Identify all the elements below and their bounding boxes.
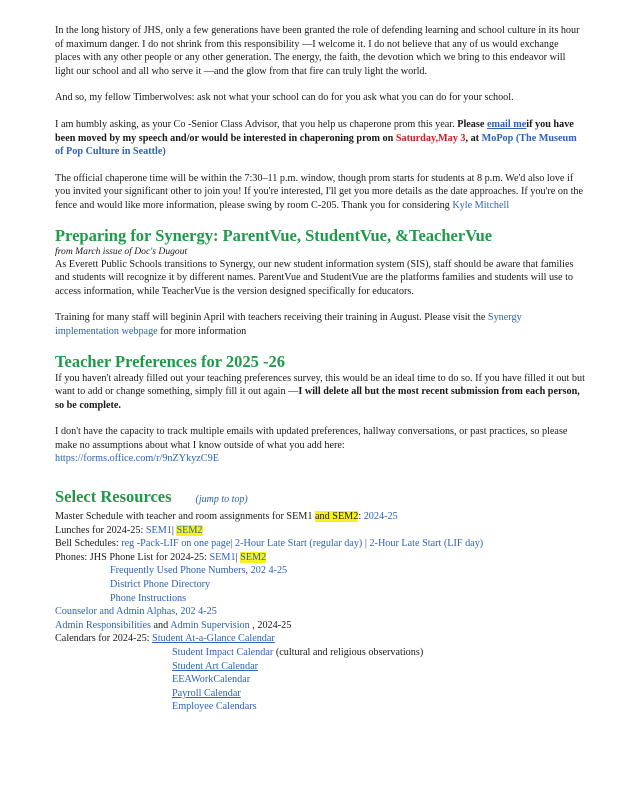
payroll-calendar-row [55,687,585,701]
prom-at-text: , at [465,132,482,144]
synergy-heading: Preparing for Synergy: ParentVue, StudentVue, &TeacherVue [55,225,493,245]
master-colon: : [358,511,364,523]
lunches-sem2-link[interactable]: SEM2 [176,524,203,536]
resources-heading [55,487,585,510]
master-schedule-row [55,510,585,524]
preferences-paragraph-2: I don't have the capacity to track multiple emails with updated preferences, hallway conversations, or past practices, so please make no assumptions about what I know outside of what you add here: [55,426,568,451]
prom-request-paragraph [55,118,585,159]
bell-schedules-row [55,537,585,551]
eea-calendar-row [55,673,585,687]
counselor-alphas-link[interactable]: Counselor and Admin Alphas, 202 4-25 [55,606,217,618]
prom-date: Saturday,May 3 [395,132,466,144]
phones-label: Phones: JHS Phone List for 2024-25: [55,551,210,563]
preferences-heading: Teacher Preferences for 2025 -26 [55,351,286,371]
eea-work-calendar-link[interactable]: EEAWorkCalendar [172,674,251,686]
prom-request-text: I am humbly asking, as your Co -Senior Class Advisor, that you help us chaperone prom this year. [55,118,458,130]
admin-row [55,619,585,633]
frequent-phone-numbers-link[interactable]: Frequently Used Phone Numbers, 202 4-25 [110,565,288,577]
district-phone-directory-link[interactable]: District Phone Directory [110,579,211,591]
prom-venue: MoPop (The Museum of Pop Culture in Seattle) [55,132,577,158]
bell-separator-1: | [230,538,236,550]
bell-schedules-label: Bell Schedules: [55,538,122,550]
phones-sem2-link[interactable]: SEM2 [240,551,267,563]
preferences-paragraph-1 [55,372,585,413]
lunches-separator: | [171,524,177,536]
synergy-webpage-link[interactable]: Synergy implementation webpage [55,312,522,337]
student-art-calendar-link[interactable]: Student Art Calendar [172,660,259,672]
phone-instructions-link[interactable]: Phone Instructions [110,592,187,604]
intro-paragraph-2: And so, my fellow Timberwolves: ask not what your school can do for you ask what you can do for your school. [55,92,514,104]
phones-frequent-row [55,564,585,578]
master-schedule-link[interactable]: 2024-25 [363,511,398,523]
newsletter-page [55,24,585,714]
impact-calendar-note: (cultural and religious observations) [273,647,424,658]
student-at-a-glance-calendar-link[interactable]: Student At-a-Glance Calendar [152,633,275,645]
phones-instructions-row [55,592,585,606]
jump-to-top-link[interactable]: (jump to top) [195,494,248,506]
calendars-row [55,632,585,646]
employee-calendars-link[interactable]: Employee Calendars [172,701,257,713]
master-schedule-text: Master Schedule with teacher and room assignments for SEM1 [55,511,316,523]
lunches-row [55,524,585,538]
synergy-more-info-text: for more information [157,325,247,337]
calendars-label: Calendars for 2024-25: [55,633,153,645]
sem2-highlight: and SEM2 [315,511,359,523]
impact-calendar-row [55,646,585,660]
resources-title: Select Resources [55,487,172,507]
bell-reg-pack-link[interactable]: reg -Pack-LIF on one page [121,538,231,550]
phones-separator: | [235,551,241,563]
chaperone-details-paragraph [55,172,585,213]
phones-directory-row [55,578,585,592]
please-text: Please [457,118,485,130]
employee-calendars-row [55,700,585,714]
synergy-source: from March issue of Doc's Dugout [55,245,188,257]
lunches-label: Lunches for 2024-25: [55,524,146,536]
lunches-sem1-link[interactable]: SEM1 [145,524,172,536]
admin-supervision-link[interactable]: Admin Supervision [170,619,250,631]
student-impact-calendar-link[interactable]: Student Impact Calendar [172,647,274,658]
author-name-link[interactable]: Kyle Mitchell [452,199,510,211]
art-calendar-row [55,660,585,674]
admin-year-text: , 2024-25 [249,619,292,631]
preferences-form-link[interactable]: https://forms.office.com/r/9nZYkyzC9E [55,453,219,465]
preferences-text: If you haven't already filled out your teaching preferences survey, this would be an ideal time to do so. If you have filled it out but want to add or change something, simply fill it out again — [55,372,585,398]
phones-row [55,551,585,565]
synergy-training-text: Training for many staff will beginin April with teachers receiving their training in August. Please visit the [55,312,488,324]
admin-responsibilities-link[interactable]: Admin Responsibilities [55,619,151,631]
intro-paragraph-1: In the long history of JHS, only a few generations have been granted the role of defending learning and school culture in its hour of maximum danger. I do not shrink from this responsibility —I welcome it. I do not believe that any of us would exchange places with any other people or any other generation. The energy, the faith, the devotion which we bring to this endeavor will light our school and all who serve it —and the glow from that fire can truly light the world. [55,25,580,77]
email-me-link[interactable]: email me [486,118,527,130]
admin-and-text: and [150,619,171,631]
preferences-bold-text: I will delete all but the most recent submission from each person, so be complete. [55,386,580,411]
counselor-row [55,605,585,619]
chaperone-details-text: The official chaperone time will be within the 7:30–11 p.m. window, though prom starts for students at 8 p.m. We'd also love if you invited your significant other to join you! If you're interested, I'll get you more details as the date approaches. If you're on the fence and would like more information, please swing by room C-205. Thank you for considering [55,172,584,211]
phones-sem1-link[interactable]: SEM1 [209,551,236,563]
payroll-calendar-link[interactable]: Payroll Calendar [172,687,241,699]
synergy-paragraph-2 [55,311,585,338]
prom-request-bold-text: if you have been moved by my speech and/or would be interested in chaperoning prom on [55,118,574,144]
bell-late-start-regular-link[interactable]: 2-Hour Late Start (regular day) [235,538,363,550]
bell-late-start-lif-link[interactable]: 2-Hour Late Start (LIF day) [369,538,484,550]
bell-separator-2: | [362,538,370,550]
synergy-paragraph-1: As Everett Public Schools transitions to Synergy, our new student information system (SIS), staff should be aware that families and students will recognize it by different names. ParentVue and StudentVue are the platforms families and students will use to access information, while TeacherVue is the version designed specifically for educators. [55,258,574,297]
